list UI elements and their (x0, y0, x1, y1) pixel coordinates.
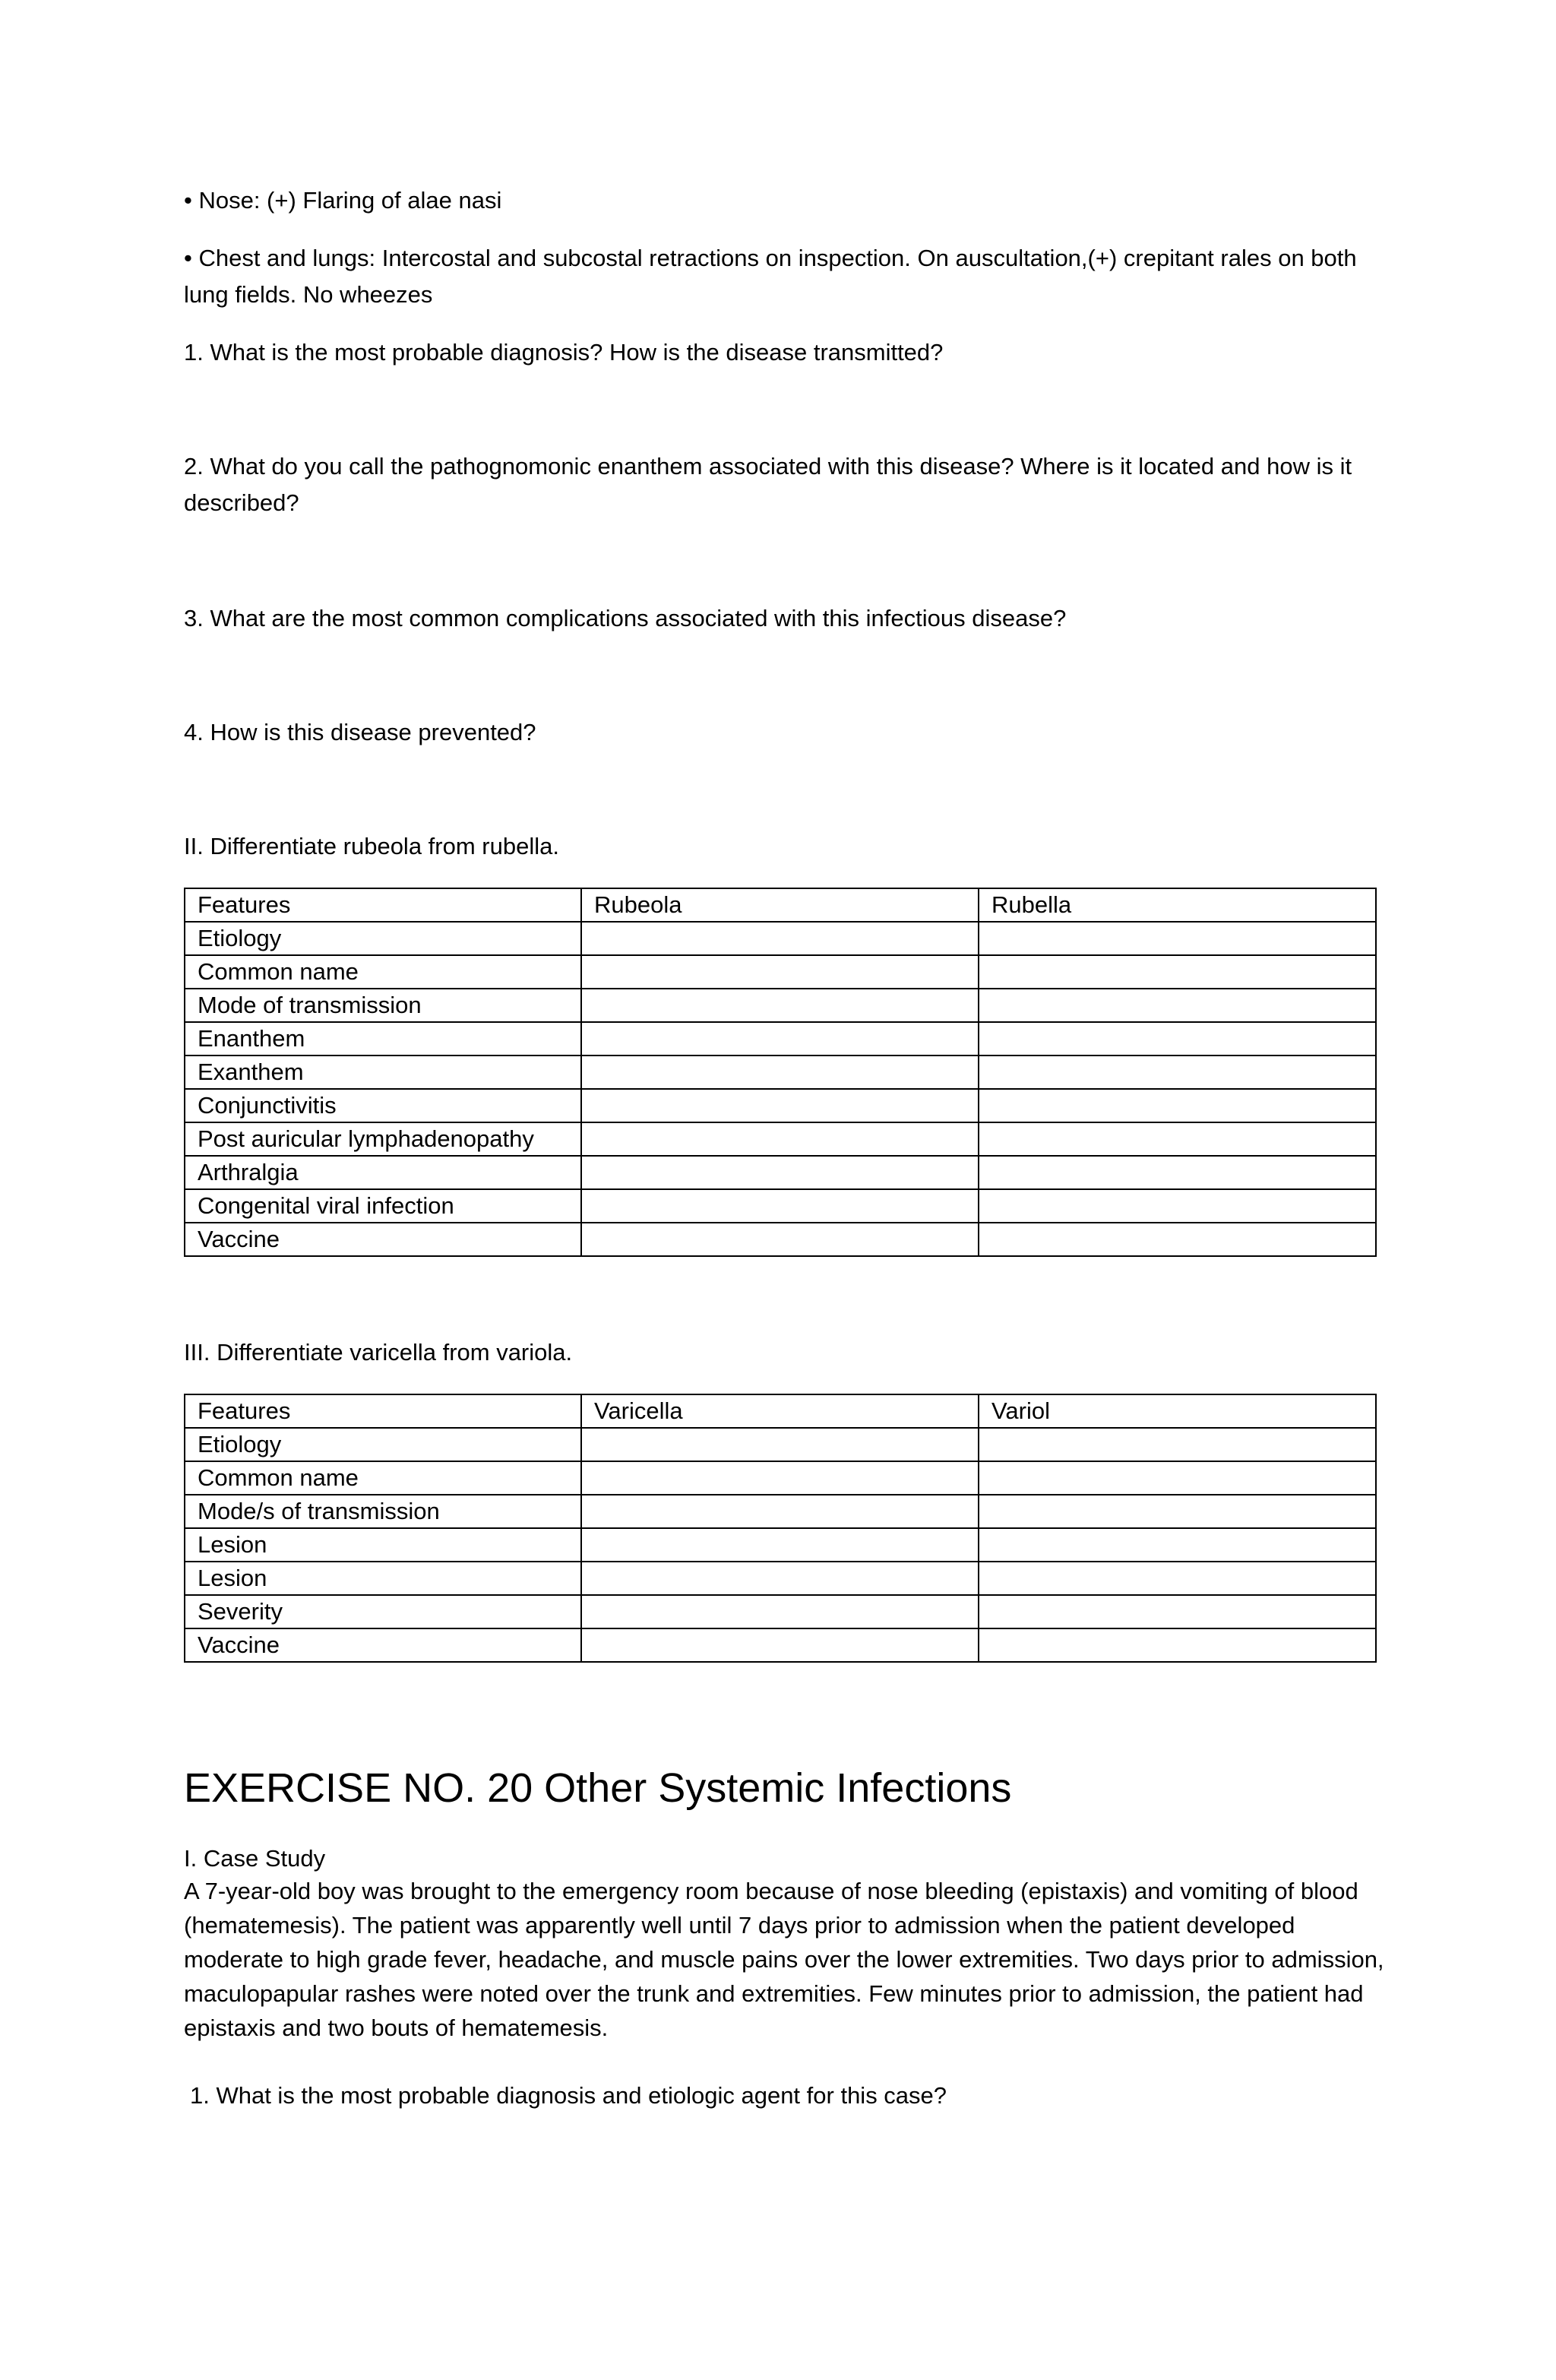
feature-cell: Mode/s of transmission (185, 1495, 581, 1528)
answer-cell (979, 1562, 1376, 1595)
question-2: 2. What do you call the pathognomonic enanthem associated with this disease? Where is it located and how is it described? (184, 453, 1352, 516)
feature-cell: Vaccine (185, 1223, 581, 1256)
table-row (185, 1461, 1376, 1495)
answer-cell (581, 1189, 979, 1223)
exam-nose: • Nose: (+) Flaring of alae nasi (184, 187, 502, 214)
case-question-1: 1. What is the most probable diagnosis and etiologic agent for this case? (190, 2082, 947, 2109)
varicella-variola-table (184, 1394, 1377, 1663)
table-row (185, 1428, 1376, 1461)
case-study-label: I. Case Study (184, 1845, 326, 1872)
answer-cell (581, 1428, 979, 1461)
feature-cell: Etiology (185, 922, 581, 955)
answer-cell (979, 1089, 1376, 1122)
answer-cell (581, 1562, 979, 1595)
header-cell: Features (185, 888, 581, 922)
answer-cell (979, 1223, 1376, 1256)
feature-cell: Congenital viral infection (185, 1189, 581, 1223)
question-1: 1. What is the most probable diagnosis? How is the disease transmitted? (184, 339, 944, 366)
feature-cell: Severity (185, 1595, 581, 1628)
table-row (185, 1156, 1376, 1189)
exercise-title: EXERCISE NO. 20 Other Systemic Infections (184, 1765, 1012, 1811)
answer-cell (979, 1189, 1376, 1223)
answer-cell (979, 1122, 1376, 1156)
answer-cell (581, 1628, 979, 1662)
table-row (185, 1528, 1376, 1562)
feature-cell: Vaccine (185, 1628, 581, 1662)
feature-cell: Conjunctivitis (185, 1089, 581, 1122)
header-cell: Variol (979, 1394, 1376, 1428)
table-row (185, 1089, 1376, 1122)
header-cell: Varicella (581, 1394, 979, 1428)
answer-cell (581, 989, 979, 1022)
question-3: 3. What are the most common complications associated with this infectious disease? (184, 605, 1067, 631)
answer-cell (979, 989, 1376, 1022)
table-row (185, 1495, 1376, 1528)
header-cell: Features (185, 1394, 581, 1428)
header-cell: Rubeola (581, 888, 979, 922)
answer-cell (979, 1022, 1376, 1055)
table-row (185, 955, 1376, 989)
table-row (185, 1562, 1376, 1595)
answer-cell (979, 1495, 1376, 1528)
answer-cell (979, 955, 1376, 989)
rubeola-rubella-table (184, 888, 1377, 1257)
answer-cell (581, 1528, 979, 1562)
feature-cell: Arthralgia (185, 1156, 581, 1189)
feature-cell: Enanthem (185, 1022, 581, 1055)
table-row (185, 1189, 1376, 1223)
answer-cell (581, 1461, 979, 1495)
table-header-row (185, 1394, 1376, 1428)
feature-cell: Post auricular lymphadenopathy (185, 1122, 581, 1156)
exam-chest: • Chest and lungs: Intercostal and subcostal retractions on inspection. On auscultation,(+) crepitant rales on both lung fields. No wheezes (184, 245, 1357, 308)
table-row (185, 1595, 1376, 1628)
answer-cell (581, 1495, 979, 1528)
answer-cell (979, 1156, 1376, 1189)
answer-cell (581, 1089, 979, 1122)
table-row (185, 989, 1376, 1022)
answer-cell (581, 1595, 979, 1628)
case-study-text: A 7-year-old boy was brought to the emergency room because of nose bleeding (epistaxis) and vomiting of blood (hematemesis). The patient was apparently well until 7 days prior to admission when the patient developed moderate to high grade fever, headache, and muscle pains over the lower extremities. Two days prior to admission, maculopapular rashes were noted over the trunk and extremities. Few minutes prior to admission, the patient had epistaxis and two bouts of hematemesis. (184, 1878, 1384, 2041)
answer-cell (979, 922, 1376, 955)
table-row (185, 922, 1376, 955)
feature-cell: Etiology (185, 1428, 581, 1461)
answer-cell (581, 1022, 979, 1055)
table-header-row (185, 888, 1376, 922)
table-row (185, 1122, 1376, 1156)
answer-cell (979, 1461, 1376, 1495)
header-cell: Rubella (979, 888, 1376, 922)
feature-cell: Lesion (185, 1528, 581, 1562)
answer-cell (979, 1428, 1376, 1461)
table-row (185, 1223, 1376, 1256)
feature-cell: Lesion (185, 1562, 581, 1595)
feature-cell: Mode of transmission (185, 989, 581, 1022)
answer-cell (581, 1223, 979, 1256)
question-4: 4. How is this disease prevented? (184, 719, 536, 745)
answer-cell (979, 1595, 1376, 1628)
answer-cell (581, 922, 979, 955)
answer-cell (979, 1055, 1376, 1089)
answer-cell (581, 1122, 979, 1156)
answer-cell (979, 1528, 1376, 1562)
answer-cell (581, 1055, 979, 1089)
answer-cell (979, 1628, 1376, 1662)
answer-cell (581, 1156, 979, 1189)
feature-cell: Common name (185, 1461, 581, 1495)
feature-cell: Common name (185, 955, 581, 989)
table-row (185, 1628, 1376, 1662)
table-row (185, 1022, 1376, 1055)
answer-cell (581, 955, 979, 989)
table-row (185, 1055, 1376, 1089)
feature-cell: Exanthem (185, 1055, 581, 1089)
section2-heading: II. Differentiate rubeola from rubella. (184, 833, 559, 859)
section3-heading: III. Differentiate varicella from variola. (184, 1339, 573, 1366)
